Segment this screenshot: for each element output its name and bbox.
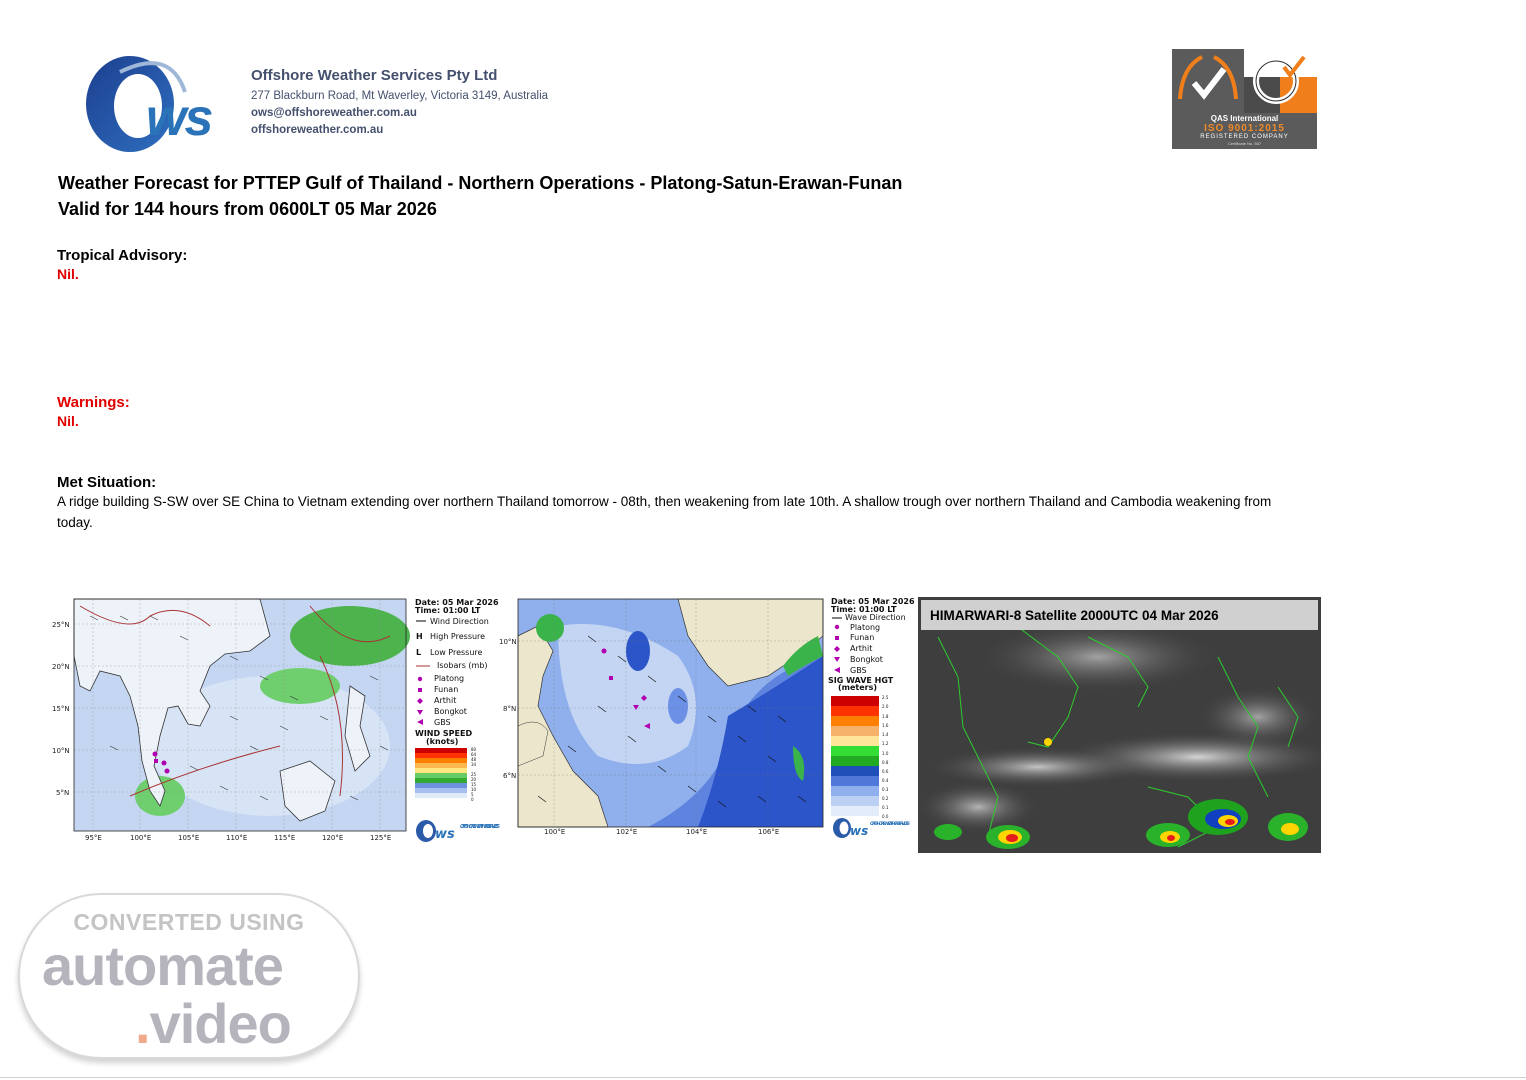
cert-number: Certificate No. 557 <box>1227 141 1262 146</box>
map1-legend-item: Bongkot <box>434 707 467 716</box>
forecast-title-line2: Valid for 144 hours from 0600LT 05 Mar 2026 <box>58 199 437 219</box>
map1-lon-label: 95°E <box>85 834 102 842</box>
wave-forecast-map <box>498 596 916 844</box>
svg-text:5: 5 <box>471 792 474 797</box>
wind-speed-scale <box>415 748 467 798</box>
map2-legend-item: GBS <box>850 666 867 675</box>
map1-legend-item: Wind Direction <box>430 617 489 626</box>
cert-org: QAS International <box>1210 114 1279 123</box>
svg-text:1.8: 1.8 <box>882 714 889 719</box>
ows-logo <box>80 52 240 156</box>
svg-text:1.4: 1.4 <box>882 732 889 737</box>
svg-text:0: 0 <box>471 797 474 802</box>
map1-lat-label: 25°N <box>52 621 70 629</box>
svg-text:0.0: 0.0 <box>882 814 889 819</box>
page-bottom-divider <box>0 1077 1526 1078</box>
svg-text:0.4: 0.4 <box>882 778 889 783</box>
svg-text:H: H <box>416 632 423 641</box>
map2-legend-item: Arthit <box>850 644 873 653</box>
map2-scale-title: SIG WAVE HGT <box>828 676 894 685</box>
map2-scale-unit: (meters) <box>838 683 878 692</box>
svg-text:L: L <box>416 648 422 657</box>
map2-lon-label: 104°E <box>686 828 708 836</box>
forecast-title-line1: Weather Forecast for PTTEP Gulf of Thailand - Northern Operations - Platong-Satun-Erawan-Funan <box>58 173 903 193</box>
map2-lon-label: 100°E <box>544 828 566 836</box>
map1-lat-label: 20°N <box>52 663 70 671</box>
map1-legend-item: GBS <box>434 718 451 727</box>
ows-logo-text: ws <box>146 89 212 147</box>
cert-registered: REGISTERED COMPANY <box>1200 134 1289 140</box>
met-situation-text: A ridge building S-SW over SE China to Vietnam extending over northern Thailand tomorrow - 08th, then weakening from late 10th. A shallow trough over northern Thailand and Cambodia weakening from today. <box>57 494 1272 530</box>
map2-lon-label: 102°E <box>616 828 638 836</box>
svg-text:1.2: 1.2 <box>882 741 889 746</box>
map1-legend-item: Low Pressure <box>430 648 483 657</box>
met-situation-section <box>57 474 1297 533</box>
svg-text:80: 80 <box>471 747 477 752</box>
map2-legend-item: Wave Direction <box>845 613 906 622</box>
map1-lon-label: 125°E <box>370 834 392 842</box>
svg-text:10: 10 <box>471 787 477 792</box>
map2-lat-label: 8°N <box>503 705 517 713</box>
map1-scale-title: WIND SPEED <box>415 729 473 738</box>
satellite-image <box>918 597 1321 853</box>
svg-text:2.0: 2.0 <box>882 704 889 709</box>
warnings-section <box>57 394 130 429</box>
svg-text:0.2: 0.2 <box>882 796 889 801</box>
watermark-line3: .video <box>135 992 291 1055</box>
company-block <box>251 67 548 136</box>
map2-legend-item: Bongkot <box>850 655 883 664</box>
svg-text:ws: ws <box>435 827 455 842</box>
map1-lat-label: 10°N <box>52 747 70 755</box>
map2-legend-item: Funan <box>850 633 875 642</box>
wave-height-scale <box>831 696 879 816</box>
company-website[interactable]: offshoreweather.com.au <box>251 124 384 136</box>
svg-text:1.0: 1.0 <box>882 751 889 756</box>
iso-cert-logo <box>1172 49 1317 149</box>
map1-lon-label: 110°E <box>226 834 248 842</box>
warnings-value: Nil. <box>57 413 79 429</box>
svg-text:0.3: 0.3 <box>882 787 889 792</box>
map1-lon-label: 100°E <box>130 834 152 842</box>
svg-text:2.5: 2.5 <box>882 695 889 700</box>
svg-text:0.6: 0.6 <box>882 769 889 774</box>
map2-time: Time: 01:00 LT <box>831 605 897 614</box>
svg-text:0.1: 0.1 <box>882 805 889 810</box>
satellite-caption: HIMARWARI-8 Satellite 2000UTC 04 Mar 2026 <box>930 608 1219 623</box>
satellite-caption-bar <box>921 600 1318 630</box>
tropical-advisory-heading: Tropical Advisory: <box>57 247 188 264</box>
svg-text:0.8: 0.8 <box>882 760 889 765</box>
map1-legend-item: Platong <box>434 674 465 683</box>
map2-legend-item: Platong <box>850 623 881 632</box>
wind-forecast-map <box>50 596 505 852</box>
svg-text:25: 25 <box>471 772 477 777</box>
automate-video-watermark <box>18 893 360 1059</box>
map1-legend-item: High Pressure <box>430 632 486 641</box>
svg-text:1.6: 1.6 <box>882 723 889 728</box>
svg-text:ws: ws <box>850 824 869 838</box>
map1-date: Date: 05 Mar 2026 <box>415 598 499 607</box>
map1-time: Time: 01:00 LT <box>415 606 481 615</box>
map1-legend-item: Funan <box>434 685 459 694</box>
svg-text:48: 48 <box>471 757 477 762</box>
map1-scale-unit: (knots) <box>426 737 459 746</box>
watermark-line2: automate <box>42 934 283 997</box>
map1-lon-label: 115°E <box>274 834 296 842</box>
map1-lat-label: 5°N <box>56 789 70 797</box>
watermark-line1: CONVERTED USING <box>73 909 305 935</box>
tropical-advisory-section <box>57 247 187 282</box>
map1-lon-label: 105°E <box>178 834 200 842</box>
warnings-heading: Warnings: <box>57 394 130 411</box>
map1-legend-item: Isobars (mb) <box>437 661 488 670</box>
map2-date: Date: 05 Mar 2026 <box>831 597 915 606</box>
svg-text:34: 34 <box>471 762 477 767</box>
svg-text:64: 64 <box>471 752 477 757</box>
met-situation-heading: Met Situation: <box>57 474 157 491</box>
map1-lat-label: 15°N <box>52 705 70 713</box>
company-address: 277 Blackburn Road, Mt Waverley, Victoria 3149, Australia <box>251 90 549 102</box>
forecast-title <box>58 170 902 222</box>
map1-brand: OFFSHORE WEATHER SERVICES <box>460 824 500 830</box>
cert-iso: ISO 9001:2015 <box>1204 123 1285 134</box>
company-email[interactable]: ows@offshoreweather.com.au <box>251 107 417 119</box>
tropical-advisory-value: Nil. <box>57 266 79 282</box>
company-name: Offshore Weather Services Pty Ltd <box>251 67 498 84</box>
map1-lon-label: 120°E <box>322 834 344 842</box>
svg-text:15: 15 <box>471 782 477 787</box>
svg-text:20: 20 <box>471 777 477 782</box>
map2-lat-label: 10°N <box>499 638 517 646</box>
map2-brand: OFFSHORE WEATHER SERVICES <box>870 822 910 827</box>
map2-lat-label: 6°N <box>503 772 517 780</box>
map1-legend-item: Arthit <box>434 696 457 705</box>
map2-lon-label: 106°E <box>758 828 780 836</box>
